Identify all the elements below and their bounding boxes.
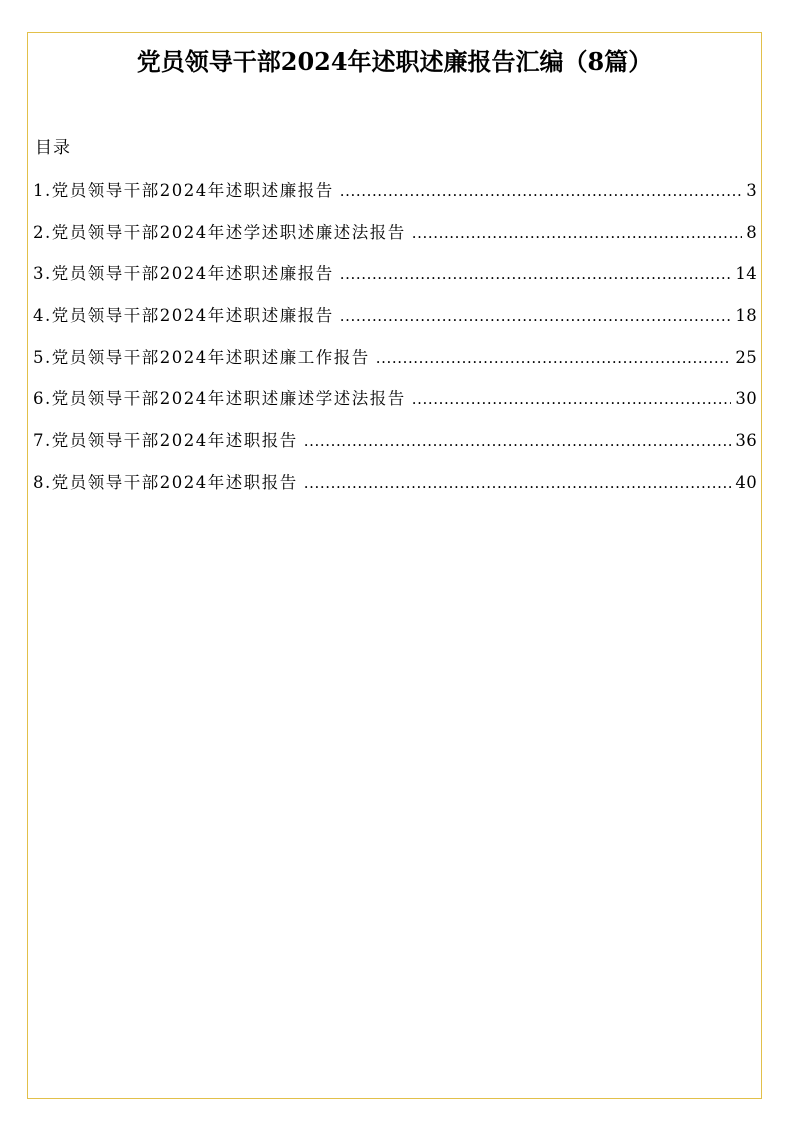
toc-entry-8[interactable] <box>33 468 757 510</box>
toc-entry-2[interactable] <box>33 218 757 260</box>
toc-page-number: 8 <box>746 222 757 242</box>
toc-entry-4[interactable] <box>33 301 757 343</box>
toc-page-number: 30 <box>735 389 757 409</box>
toc-entry-title: 4.党员领导干部2024年述职述廉报告 <box>33 306 334 326</box>
toc-entry-title: 5.党员领导干部2024年述职述廉工作报告 <box>33 347 370 367</box>
toc-page-number: 3 <box>746 181 757 200</box>
toc-entry-title: 3.党员领导干部2024年述职述廉报告 <box>33 264 334 284</box>
toc-entry-6[interactable] <box>33 384 757 426</box>
toc-dot-leader <box>304 468 732 498</box>
toc-entry-title: 8.党员领导干部2024年述职报告 <box>33 472 298 492</box>
toc-dot-leader <box>376 343 732 373</box>
toc-entry-title: 2.党员领导干部2024年述学述职述廉述法报告 <box>33 222 406 242</box>
toc-entry-1[interactable] <box>33 176 757 218</box>
table-of-contents <box>33 176 757 510</box>
toc-page-number: 18 <box>735 306 757 326</box>
toc-entry-title: 6.党员领导干部2024年述职述廉述学述法报告 <box>33 389 406 409</box>
toc-heading: 目录 <box>35 138 71 158</box>
toc-entry-title: 7.党员领导干部2024年述职报告 <box>33 431 298 451</box>
toc-entry-7[interactable] <box>33 426 757 468</box>
toc-dot-leader <box>340 176 742 206</box>
toc-dot-leader <box>412 218 742 248</box>
toc-page-number: 14 <box>735 264 757 284</box>
toc-dot-leader <box>412 384 732 414</box>
toc-entry-3[interactable] <box>33 259 757 301</box>
toc-entry-title: 1.党员领导干部2024年述职述廉报告 <box>33 181 334 200</box>
toc-page-number: 40 <box>735 472 757 492</box>
toc-entry-5[interactable] <box>33 343 757 385</box>
toc-dot-leader <box>304 426 732 456</box>
toc-page-number: 36 <box>735 431 757 451</box>
document-title: 党员领导干部2024年述职述廉报告汇编（8篇） <box>136 47 653 76</box>
toc-dot-leader <box>340 301 732 331</box>
toc-dot-leader <box>340 259 732 289</box>
toc-page-number: 25 <box>735 347 757 367</box>
